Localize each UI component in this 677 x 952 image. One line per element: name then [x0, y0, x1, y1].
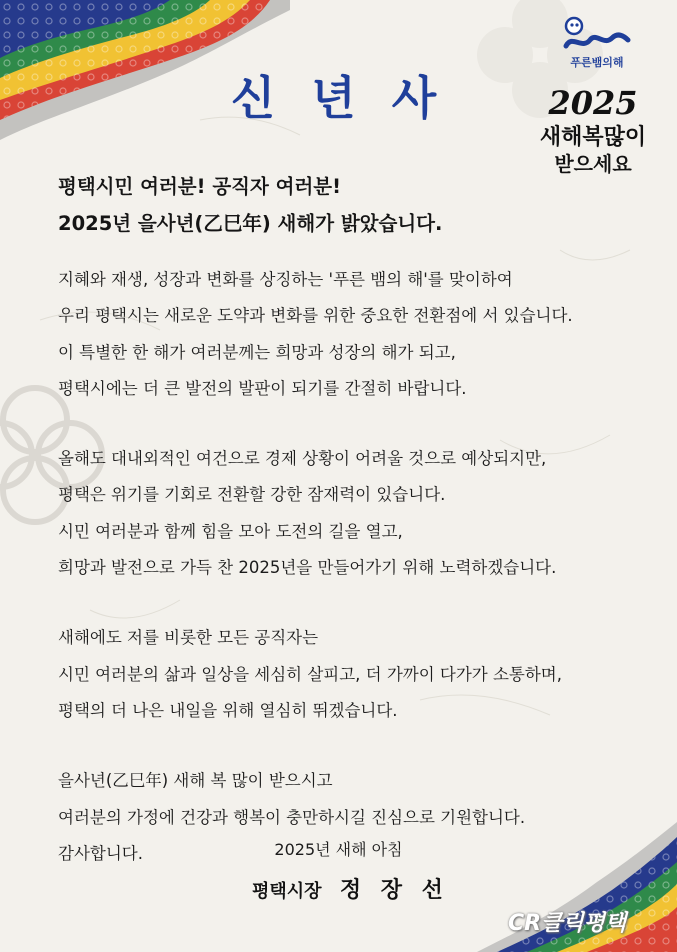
- watermark-logo: CR클릭평택: [508, 911, 627, 936]
- greeting: [58, 168, 618, 242]
- paragraph-line: 여러분의 가정에 건강과 행복이 충만하시길 진심으로 기원합니다.: [58, 807, 526, 827]
- paragraph-line: 지혜와 재생, 성장과 변화를 상징하는 '푸른 뱀의 해'를 맞이하여: [58, 270, 513, 289]
- paragraph-line: 시민 여러분의 삶과 일상을 세심히 살피고, 더 가까이 다가가 소통하며,: [58, 664, 562, 684]
- signature: [252, 873, 449, 904]
- paragraph-line: 평택은 위기를 기회로 전환할 강한 잠재력이 있습니다.: [58, 485, 446, 505]
- address-body: [58, 262, 648, 872]
- badge-greeting-line1: 새해복많이: [539, 125, 647, 150]
- paragraph-line: 희망과 발전으로 가득 찬 2025년을 만들어가기 위해 노력하겠습니다.: [58, 558, 557, 578]
- badge-snake-text: 푸른뱀의해: [570, 56, 624, 69]
- badge-year: 2025: [548, 84, 638, 122]
- snake-icon: [558, 16, 638, 56]
- signature-name: 정 장 선: [339, 878, 449, 903]
- paragraph: [58, 262, 648, 407]
- paragraph-line: 평택시에는 더 큰 발전의 발판이 되기를 간절히 바랍니다.: [58, 378, 467, 398]
- signature-title: 평택시장: [252, 881, 322, 902]
- new-year-badge: [528, 16, 658, 176]
- greeting-line: 평택시민 여러분! 공직자 여러분!: [58, 175, 342, 198]
- paragraph-line: 올해도 대내외적인 여건으로 경제 상황이 어려울 것으로 예상되지만,: [58, 449, 547, 469]
- paragraph-line: 이 특별한 한 해가 여러분께는 희망과 성장의 해가 되고,: [58, 342, 456, 362]
- paragraph: [58, 620, 648, 729]
- paragraph-line: 새해에도 저를 비롯한 모든 공직자는: [58, 628, 319, 648]
- address-date: 2025년 새해 아침: [274, 840, 403, 859]
- badge-greeting-line2: 받으세요: [554, 152, 632, 176]
- page-title: 신 년 사: [230, 71, 447, 125]
- paragraph: [58, 441, 648, 586]
- paragraph-line: 시민 여러분과 함께 힘을 모아 도전의 길을 열고,: [58, 521, 403, 541]
- paragraph-line: 감사합니다.: [58, 843, 143, 863]
- greeting-line: 2025년 을사년(乙巳年) 새해가 밝았습니다.: [58, 212, 443, 235]
- paragraph-line: 우리 평택시는 새로운 도약과 변화를 위한 중요한 전환점에 서 있습니다.: [58, 306, 573, 326]
- paragraph-line: 평택의 더 나은 내일을 위해 열심히 뛰겠습니다.: [58, 700, 398, 720]
- paragraph-line: 을사년(乙巳年) 새해 복 많이 받으시고: [58, 771, 333, 791]
